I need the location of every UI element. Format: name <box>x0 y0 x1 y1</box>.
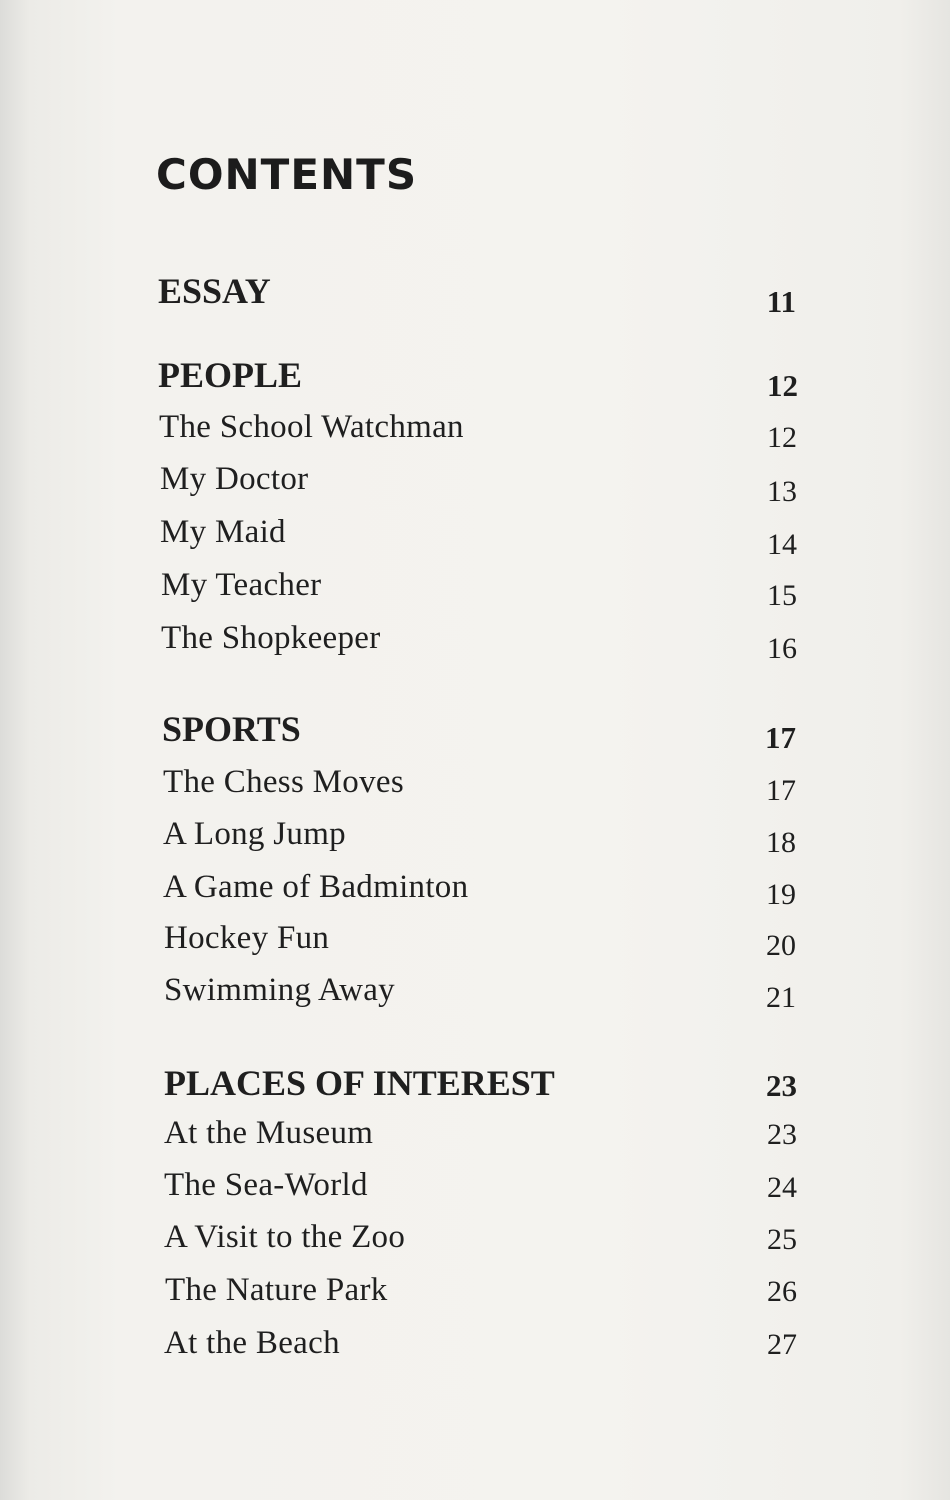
entry-title: My Maid <box>160 514 286 550</box>
section-title: PEOPLE <box>158 355 303 395</box>
page-number: 20 <box>766 929 796 962</box>
entry-title: A Game of Badminton <box>163 869 469 905</box>
toc-entry <box>164 1115 797 1167</box>
page-number: 17 <box>765 720 796 755</box>
page-number: 15 <box>767 579 797 612</box>
entry-title: At the Beach <box>164 1325 340 1361</box>
section-people <box>158 354 798 406</box>
page-number: 17 <box>766 774 796 807</box>
page-number: 19 <box>766 878 796 911</box>
section-title: ESSAY <box>158 271 271 311</box>
toc-entry <box>164 1325 797 1377</box>
page-number: 25 <box>767 1223 797 1256</box>
entry-title: The School Watchman <box>159 409 464 445</box>
toc-entry <box>164 972 796 1024</box>
page-number: 14 <box>767 528 797 561</box>
entry-title: The Sea-World <box>164 1167 368 1203</box>
section-essay <box>158 270 796 322</box>
page-number: 12 <box>767 421 797 454</box>
section-title: PLACES OF INTEREST <box>164 1063 555 1103</box>
toc-entry <box>163 816 796 868</box>
page-number: 26 <box>767 1275 797 1308</box>
toc-entry <box>160 514 797 566</box>
entry-title: The Nature Park <box>165 1272 388 1308</box>
page-number: 21 <box>766 981 796 1014</box>
toc-entry <box>163 869 796 921</box>
toc-entry <box>164 1167 797 1219</box>
entry-title: My Doctor <box>160 461 309 497</box>
section-sports <box>162 708 796 760</box>
entry-title: A Long Jump <box>163 816 346 852</box>
page-number: 13 <box>767 475 797 508</box>
page-title: CONTENTS <box>156 150 418 199</box>
toc-entry <box>165 1272 797 1324</box>
toc-entry <box>161 620 797 672</box>
entry-title: Hockey Fun <box>164 920 330 956</box>
page-number: 27 <box>767 1328 797 1361</box>
page-number: 11 <box>766 284 796 319</box>
page-number: 12 <box>767 368 798 403</box>
toc-entry <box>159 409 797 461</box>
section-title: SPORTS <box>162 709 301 749</box>
toc-entry <box>160 461 797 513</box>
toc-entry <box>163 764 796 816</box>
page-number: 18 <box>766 826 796 859</box>
toc-entry <box>161 567 797 619</box>
entry-title: Swimming Away <box>164 972 395 1008</box>
page-number: 24 <box>767 1171 797 1204</box>
entry-title: At the Museum <box>164 1115 374 1151</box>
entry-title: My Teacher <box>161 567 322 603</box>
entry-title: A Visit to the Zoo <box>164 1219 406 1255</box>
toc-entry <box>164 920 796 972</box>
entry-title: The Chess Moves <box>163 764 404 800</box>
section-places-of-interest <box>164 1062 797 1114</box>
page-number: 23 <box>767 1118 797 1151</box>
toc-entry <box>164 1219 797 1271</box>
page-number: 23 <box>766 1068 797 1103</box>
entry-title: The Shopkeeper <box>161 620 381 656</box>
page-number: 16 <box>767 632 797 665</box>
